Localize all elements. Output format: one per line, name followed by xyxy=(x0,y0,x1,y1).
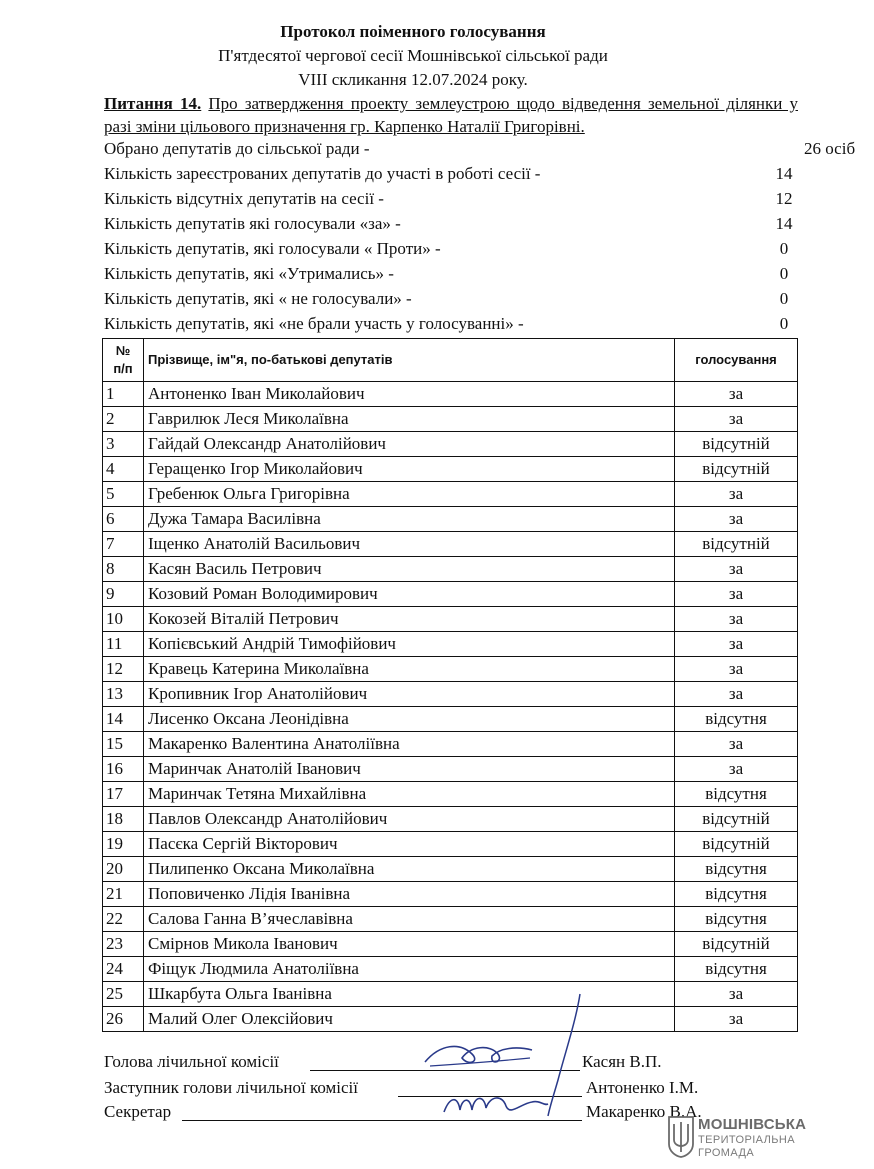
stat-label: Кількість відсутніх депутатів на сесії - xyxy=(104,189,384,208)
signature-role-secretary: Секретар xyxy=(104,1102,172,1121)
row-number: 1 xyxy=(103,382,144,407)
question-label: Питання 14. xyxy=(104,94,202,113)
table-row xyxy=(103,582,798,607)
stat-label: Кількість депутатів, які «Утримались» - xyxy=(104,264,394,283)
handwritten-signature-chair xyxy=(420,1036,540,1074)
signature-role-chair: Голова лічильної комісії xyxy=(104,1052,279,1071)
row-number: 7 xyxy=(103,532,144,557)
row-number: 8 xyxy=(103,557,144,582)
deputy-name: Пилипенко Оксана Миколаївна xyxy=(144,857,675,882)
row-number: 21 xyxy=(103,882,144,907)
stat-value: 0 xyxy=(779,239,789,258)
table-row xyxy=(103,707,798,732)
stat-value: 14 xyxy=(775,164,793,183)
stat-row-elected xyxy=(104,136,856,162)
deputy-name: Копієвський Андрій Тимофійович xyxy=(144,632,675,657)
deputy-name: Малий Олег Олексійович xyxy=(144,1007,675,1032)
deputy-name: Кропивник Ігор Анатолійович xyxy=(144,682,675,707)
vote-result: відсутній xyxy=(675,932,798,957)
table-row xyxy=(103,932,798,957)
deputy-name: Поповиченко Лідія Іванівна xyxy=(144,882,675,907)
row-number: 18 xyxy=(103,807,144,832)
vote-result: відсутня xyxy=(675,707,798,732)
question-block xyxy=(104,92,798,138)
table-row xyxy=(103,382,798,407)
table-row xyxy=(103,432,798,457)
stat-value: 14 xyxy=(775,214,793,233)
deputy-name: Дужа Тамара Василівна xyxy=(144,507,675,532)
signature-name-secretary: Макаренко В.А. xyxy=(586,1102,702,1121)
row-number: 5 xyxy=(103,482,144,507)
vote-result: за xyxy=(675,382,798,407)
row-number: 11 xyxy=(103,632,144,657)
row-number: 24 xyxy=(103,957,144,982)
stat-row-for xyxy=(104,211,798,237)
stat-value: 0 xyxy=(779,289,789,308)
vote-result: відсутній xyxy=(675,532,798,557)
deputy-name: Іщенко Анатолій Васильович xyxy=(144,532,675,557)
vote-result: за xyxy=(675,657,798,682)
row-number: 2 xyxy=(103,407,144,432)
vote-result: за xyxy=(675,1007,798,1032)
table-row xyxy=(103,657,798,682)
vote-result: відсутня xyxy=(675,857,798,882)
header-vote: голосування xyxy=(675,339,798,382)
table-row xyxy=(103,732,798,757)
deputy-name: Геращенко Ігор Миколайович xyxy=(144,457,675,482)
stat-row-not-participated xyxy=(104,311,798,337)
table-row xyxy=(103,982,798,1007)
vote-result: відсутній xyxy=(675,832,798,857)
deputy-name: Смірнов Микола Іванович xyxy=(144,932,675,957)
vote-result: за xyxy=(675,607,798,632)
stat-value: 26 осіб xyxy=(804,139,856,158)
vote-result: за xyxy=(675,732,798,757)
stat-label: Кількість депутатів, які голосували « Проти» - xyxy=(104,239,441,258)
row-number: 22 xyxy=(103,907,144,932)
table-row xyxy=(103,807,798,832)
deputy-name: Гайдай Олександр Анатолійович xyxy=(144,432,675,457)
signature-name-deputy: Антоненко І.М. xyxy=(586,1078,699,1097)
table-row xyxy=(103,607,798,632)
table-row xyxy=(103,407,798,432)
row-number: 13 xyxy=(103,682,144,707)
stat-label: Кількість депутатів, які « не голосували» - xyxy=(104,289,412,308)
vote-result: відсутня xyxy=(675,882,798,907)
convocation-date-line: VIII скликання 12.07.2024 року. xyxy=(298,70,528,89)
table-row xyxy=(103,532,798,557)
deputy-name: Шкарбута Ольга Іванівна xyxy=(144,982,675,1007)
table-row xyxy=(103,682,798,707)
vote-result: за xyxy=(675,757,798,782)
logo-subtitle-1: ТЕРИТОРІАЛЬНА xyxy=(698,1134,795,1146)
row-number: 17 xyxy=(103,782,144,807)
table-row xyxy=(103,882,798,907)
row-number: 9 xyxy=(103,582,144,607)
table-row xyxy=(103,1007,798,1032)
trident-emblem-icon xyxy=(668,1116,694,1158)
vote-result: за xyxy=(675,507,798,532)
stat-value: 0 xyxy=(779,314,789,333)
stat-label: Кількість зареєстрованих депутатів до участі в роботі сесії - xyxy=(104,164,541,183)
table-row xyxy=(103,857,798,882)
vote-result: відсутній xyxy=(675,432,798,457)
stat-value: 12 xyxy=(775,189,793,208)
deputy-name: Маринчак Тетяна Михайлівна xyxy=(144,782,675,807)
table-row xyxy=(103,507,798,532)
logo-subtitle-2: ГРОМАДА xyxy=(698,1147,755,1159)
stat-value: 0 xyxy=(779,264,789,283)
vote-result: за xyxy=(675,582,798,607)
row-number: 25 xyxy=(103,982,144,1007)
stat-row-registered xyxy=(104,161,798,187)
row-number: 19 xyxy=(103,832,144,857)
vote-result: за xyxy=(675,557,798,582)
deputy-name: Фіщук Людмила Анатоліївна xyxy=(144,957,675,982)
vote-result: відсутній xyxy=(675,457,798,482)
deputy-name: Павлов Олександр Анатолійович xyxy=(144,807,675,832)
vote-result: за xyxy=(675,632,798,657)
voting-table xyxy=(102,338,798,1032)
deputy-name: Касян Василь Петрович xyxy=(144,557,675,582)
signature-role-deputy: Заступник голови лічильної комісії xyxy=(104,1078,359,1097)
vote-result: за xyxy=(675,407,798,432)
table-row xyxy=(103,957,798,982)
row-number: 14 xyxy=(103,707,144,732)
logo-title: МОШНІВСЬКА xyxy=(698,1116,807,1133)
vote-result: за xyxy=(675,682,798,707)
table-row xyxy=(103,782,798,807)
row-number: 16 xyxy=(103,757,144,782)
deputy-name: Маринчак Анатолій Іванович xyxy=(144,757,675,782)
row-number: 15 xyxy=(103,732,144,757)
deputy-name: Антоненко Іван Миколайович xyxy=(144,382,675,407)
deputy-name: Козовий Роман Володимирович xyxy=(144,582,675,607)
document-title: Протокол поіменного голосування xyxy=(280,22,546,41)
header-name: Прізвище, ім"я, по-батькові депутатів xyxy=(144,339,675,382)
table-row xyxy=(103,907,798,932)
stat-label: Кількість депутатів які голосували «за» - xyxy=(104,214,401,233)
stat-label: Обрано депутатів до сільської ради - xyxy=(104,139,370,158)
stat-row-abstained xyxy=(104,261,798,287)
deputy-name: Лисенко Оксана Леонідівна xyxy=(144,707,675,732)
deputy-name: Пасєка Сергій Вікторович xyxy=(144,832,675,857)
vote-result: за xyxy=(675,982,798,1007)
stat-row-not-voted xyxy=(104,286,798,312)
row-number: 12 xyxy=(103,657,144,682)
vote-result: відсутня xyxy=(675,907,798,932)
deputy-name: Макаренко Валентина Анатоліївна xyxy=(144,732,675,757)
header-number: № п/п xyxy=(103,339,144,382)
table-header-row xyxy=(103,339,798,382)
deputy-name: Гаврилюк Леся Миколаївна xyxy=(144,407,675,432)
deputy-name: Кокозей Віталій Петрович xyxy=(144,607,675,632)
session-line: П'ятдесятої чергової сесії Мошнівської сільської ради xyxy=(218,46,608,65)
community-logo xyxy=(668,1112,818,1162)
table-row xyxy=(103,557,798,582)
stat-label: Кількість депутатів, які «не брали участь у голосуванні» - xyxy=(104,314,524,333)
row-number: 6 xyxy=(103,507,144,532)
table-row xyxy=(103,482,798,507)
row-number: 26 xyxy=(103,1007,144,1032)
handwritten-signature-secretary xyxy=(440,1088,550,1122)
vote-result: відсутня xyxy=(675,782,798,807)
row-number: 10 xyxy=(103,607,144,632)
deputy-name: Кравець Катерина Миколаївна xyxy=(144,657,675,682)
row-number: 20 xyxy=(103,857,144,882)
signature-name-chair: Касян В.П. xyxy=(582,1052,662,1071)
row-number: 4 xyxy=(103,457,144,482)
table-row xyxy=(103,757,798,782)
deputy-name: Гребенюк Ольга Григорівна xyxy=(144,482,675,507)
stat-row-absent xyxy=(104,186,798,212)
row-number: 3 xyxy=(103,432,144,457)
table-row xyxy=(103,632,798,657)
stat-row-against xyxy=(104,236,798,262)
table-row xyxy=(103,457,798,482)
row-number: 23 xyxy=(103,932,144,957)
question-text: Про затвердження проекту землеустрою щодо відведення земельної ділянки у разі зміни цільового призначення гр. Карпенко Наталії Григорівні. xyxy=(104,94,798,136)
vote-result: відсутній xyxy=(675,807,798,832)
vote-result: за xyxy=(675,482,798,507)
table-row xyxy=(103,832,798,857)
deputy-name: Салова Ганна В’ячеславівна xyxy=(144,907,675,932)
vote-result: відсутня xyxy=(675,957,798,982)
